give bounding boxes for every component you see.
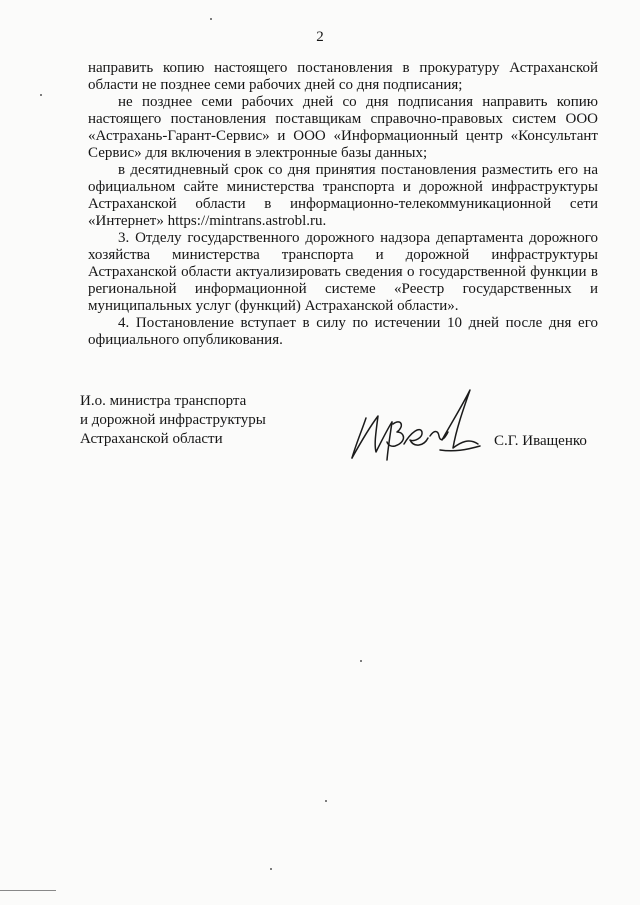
paragraph-prosecutor-copy: направить копию настоящего постановления в прокуратуру Астраханской области не позднее семи рабочих дней со дня подписания; [88, 60, 598, 93]
signatory-title-line: И.о. министра транспорта [80, 393, 247, 409]
scan-speck [325, 800, 327, 802]
scan-speck [360, 660, 362, 662]
scan-speck [40, 94, 42, 96]
document-body [88, 60, 598, 349]
signatory-title-line: Астраханской области [80, 431, 223, 447]
scan-speck [210, 18, 212, 20]
signatory-name: С.Г. Иващенко [494, 433, 587, 449]
scan-speck [270, 868, 272, 870]
footer-rule [0, 890, 56, 891]
handwritten-signature [340, 378, 490, 478]
page-number: 2 [316, 29, 324, 45]
signatory-title [80, 392, 340, 449]
signatory-title-line: и дорожной инфраструктуры [80, 412, 266, 428]
paragraph-website-publication: в десятидневный срок со дня принятия постановления разместить его на официальном сайте министерства транспорта и дорожной инфраструктуры Астраханской области в информационно-телекоммуникационной сети «Интернет» https://mintrans.astrobl.ru. [88, 162, 598, 229]
paragraph-registry-update: 3. Отделу государственного дорожного надзора департамента дорожного хозяйства министерства транспорта и дорожной инфраструктуры Астраханской области актуализировать сведения о государственной функции в региональной информационной системе «Реестр государственных и муниципальных услуг (функций) Астраханской области». [88, 230, 598, 314]
paragraph-effective-date: 4. Постановление вступает в силу по истечении 10 дней после дня его официального опубликования. [88, 315, 598, 348]
paragraph-legal-systems-copy: не позднее семи рабочих дней со дня подписания направить копию настоящего постановления поставщикам справочно-правовых систем ООО «Астрахань-Гарант-Сервис» и ООО «Информационный центр «Консультант Сервис» для включения в электронные базы данных; [88, 94, 598, 161]
